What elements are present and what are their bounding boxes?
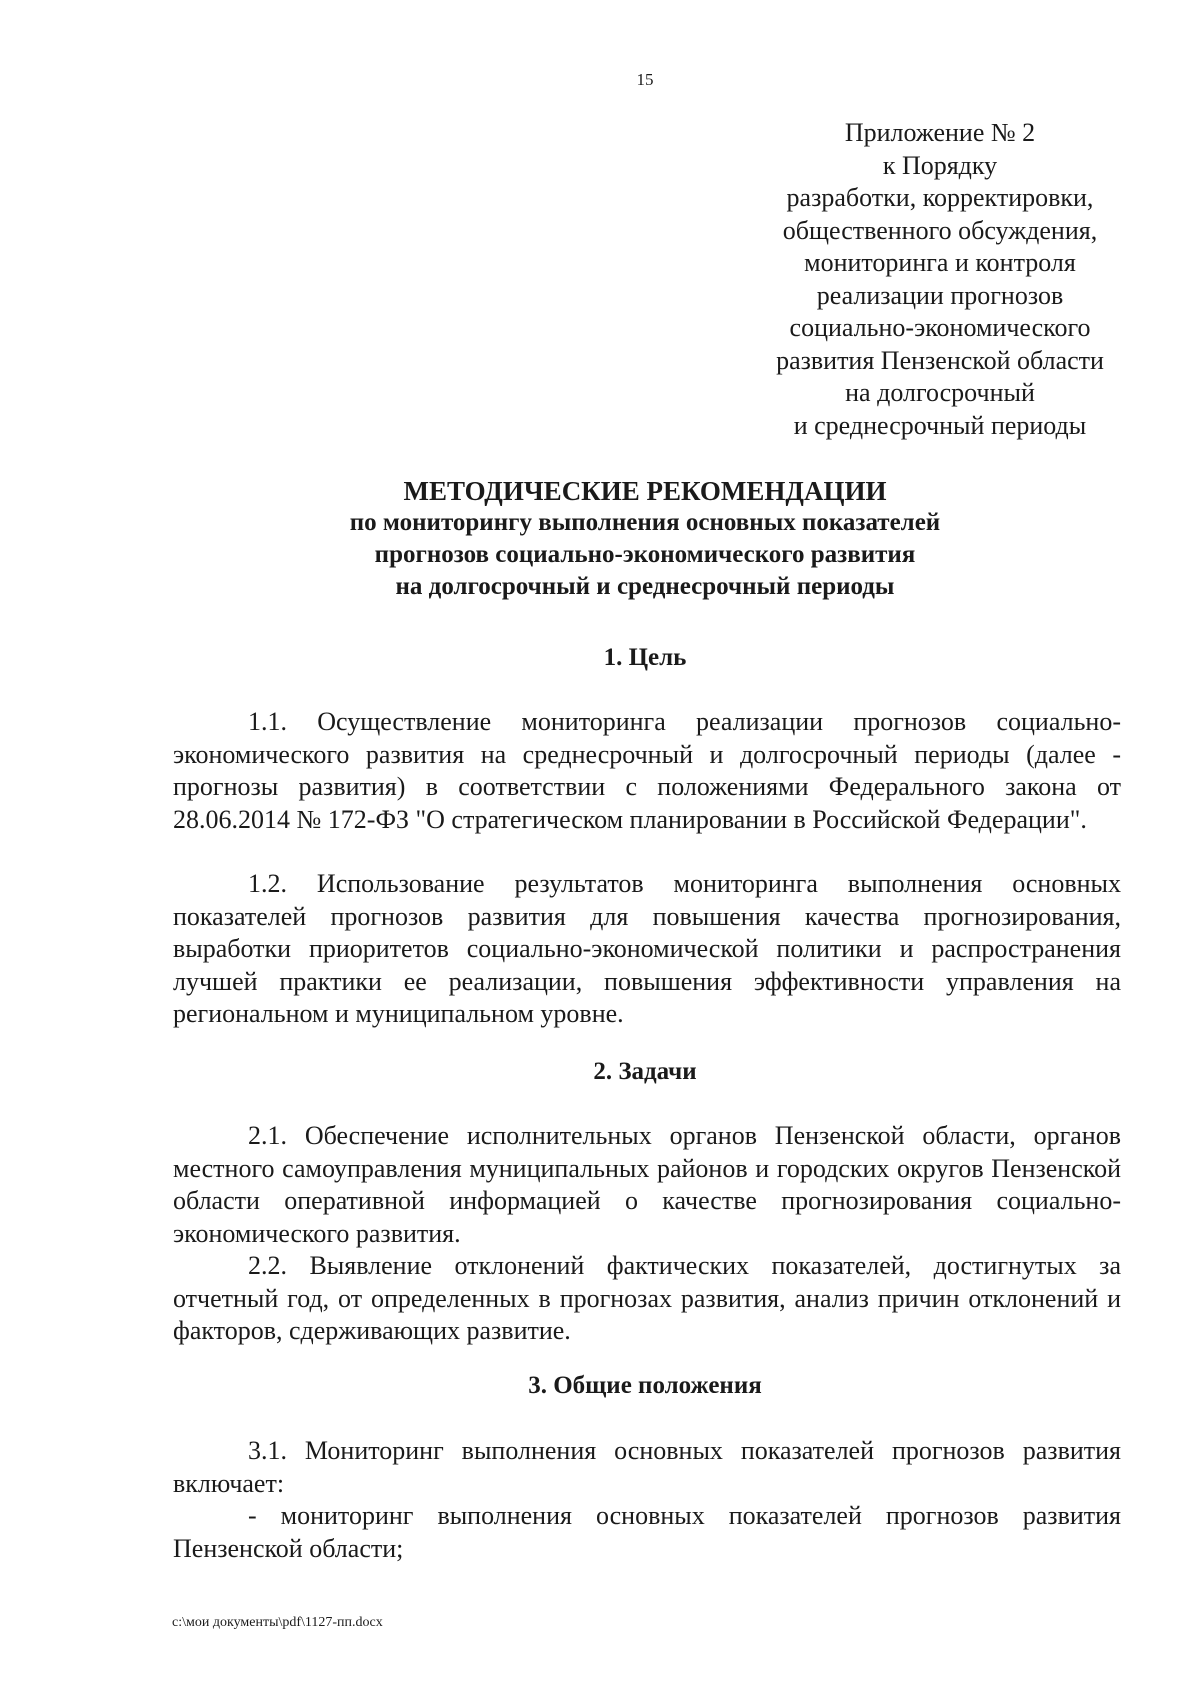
section-heading-general: 3. Общие положения	[528, 1372, 762, 1399]
page-number: 15	[636, 70, 654, 89]
appendix-line: мониторинга и контроля	[804, 248, 1076, 277]
section-heading-tasks: 2. Задачи	[593, 1058, 697, 1085]
paragraph-3-1: 3.1. Мониторинг выполнения основных показателей прогнозов развития включает:	[173, 1436, 1121, 1498]
paragraph-2-1: 2.1. Обеспечение исполнительных органов Пензенской области, органов местного самоуправления муниципальных районов и городских округов Пензенской области оперативной информацией о качестве прогнозирования социально-экономического развития.	[173, 1121, 1121, 1248]
appendix-line: к Порядку	[882, 150, 998, 180]
appendix-line: на долгосрочный	[845, 378, 1035, 407]
appendix-note	[740, 117, 1140, 442]
appendix-line: развития Пензенской области	[776, 345, 1104, 375]
paragraph-3-1-item: - мониторинг выполнения основных показателей прогнозов развития Пензенской области;	[173, 1501, 1121, 1563]
paragraph-1-2: 1.2. Использование результатов мониторинга выполнения основных показателей прогнозов развития для повышения качества прогнозирования, выработки приоритетов социально-экономической политики и распространения лучшей практики ее реализации, повышения эффективности управления на региональном и муниципальном уровне.	[173, 869, 1121, 1028]
document-subtitle-line: прогнозов социально-экономического развития	[374, 541, 916, 568]
section-heading-goal: 1. Цель	[603, 644, 687, 671]
appendix-line: общественного обсуждения,	[782, 215, 1098, 245]
paragraph-1-1: 1.1. Осуществление мониторинга реализации прогнозов социально-экономического развития на среднесрочный и долгосрочный периоды (далее - прогнозы развития) в соответствии с положениями Федерального закона от 28.06.2014 № 172-ФЗ "О стратегическом планировании в Российской Федерации".	[173, 707, 1121, 834]
document-title-main: МЕТОДИЧЕСКИЕ РЕКОМЕНДАЦИИ	[403, 476, 887, 506]
appendix-line: разработки, корректировки,	[786, 183, 1094, 212]
appendix-line: и среднесрочный периоды	[793, 410, 1087, 440]
document-subtitle-line: по мониторингу выполнения основных показателей	[349, 509, 941, 536]
document-title	[170, 475, 1120, 603]
appendix-line: социально-экономического	[789, 313, 1091, 342]
paragraph-2-2: 2.2. Выявление отклонений фактических показателей, достигнутых за отчетный год, от определенных в прогнозах развития, анализ причин отклонений и факторов, сдерживающих развитие.	[173, 1251, 1121, 1345]
appendix-line: реализации прогнозов	[816, 280, 1064, 310]
document-subtitle-line: на долгосрочный и среднесрочный периоды	[395, 573, 895, 600]
appendix-line: Приложение № 2	[844, 118, 1036, 147]
footer-file-path: c:\мои документы\pdf\1127-пп.docx	[172, 1615, 383, 1630]
